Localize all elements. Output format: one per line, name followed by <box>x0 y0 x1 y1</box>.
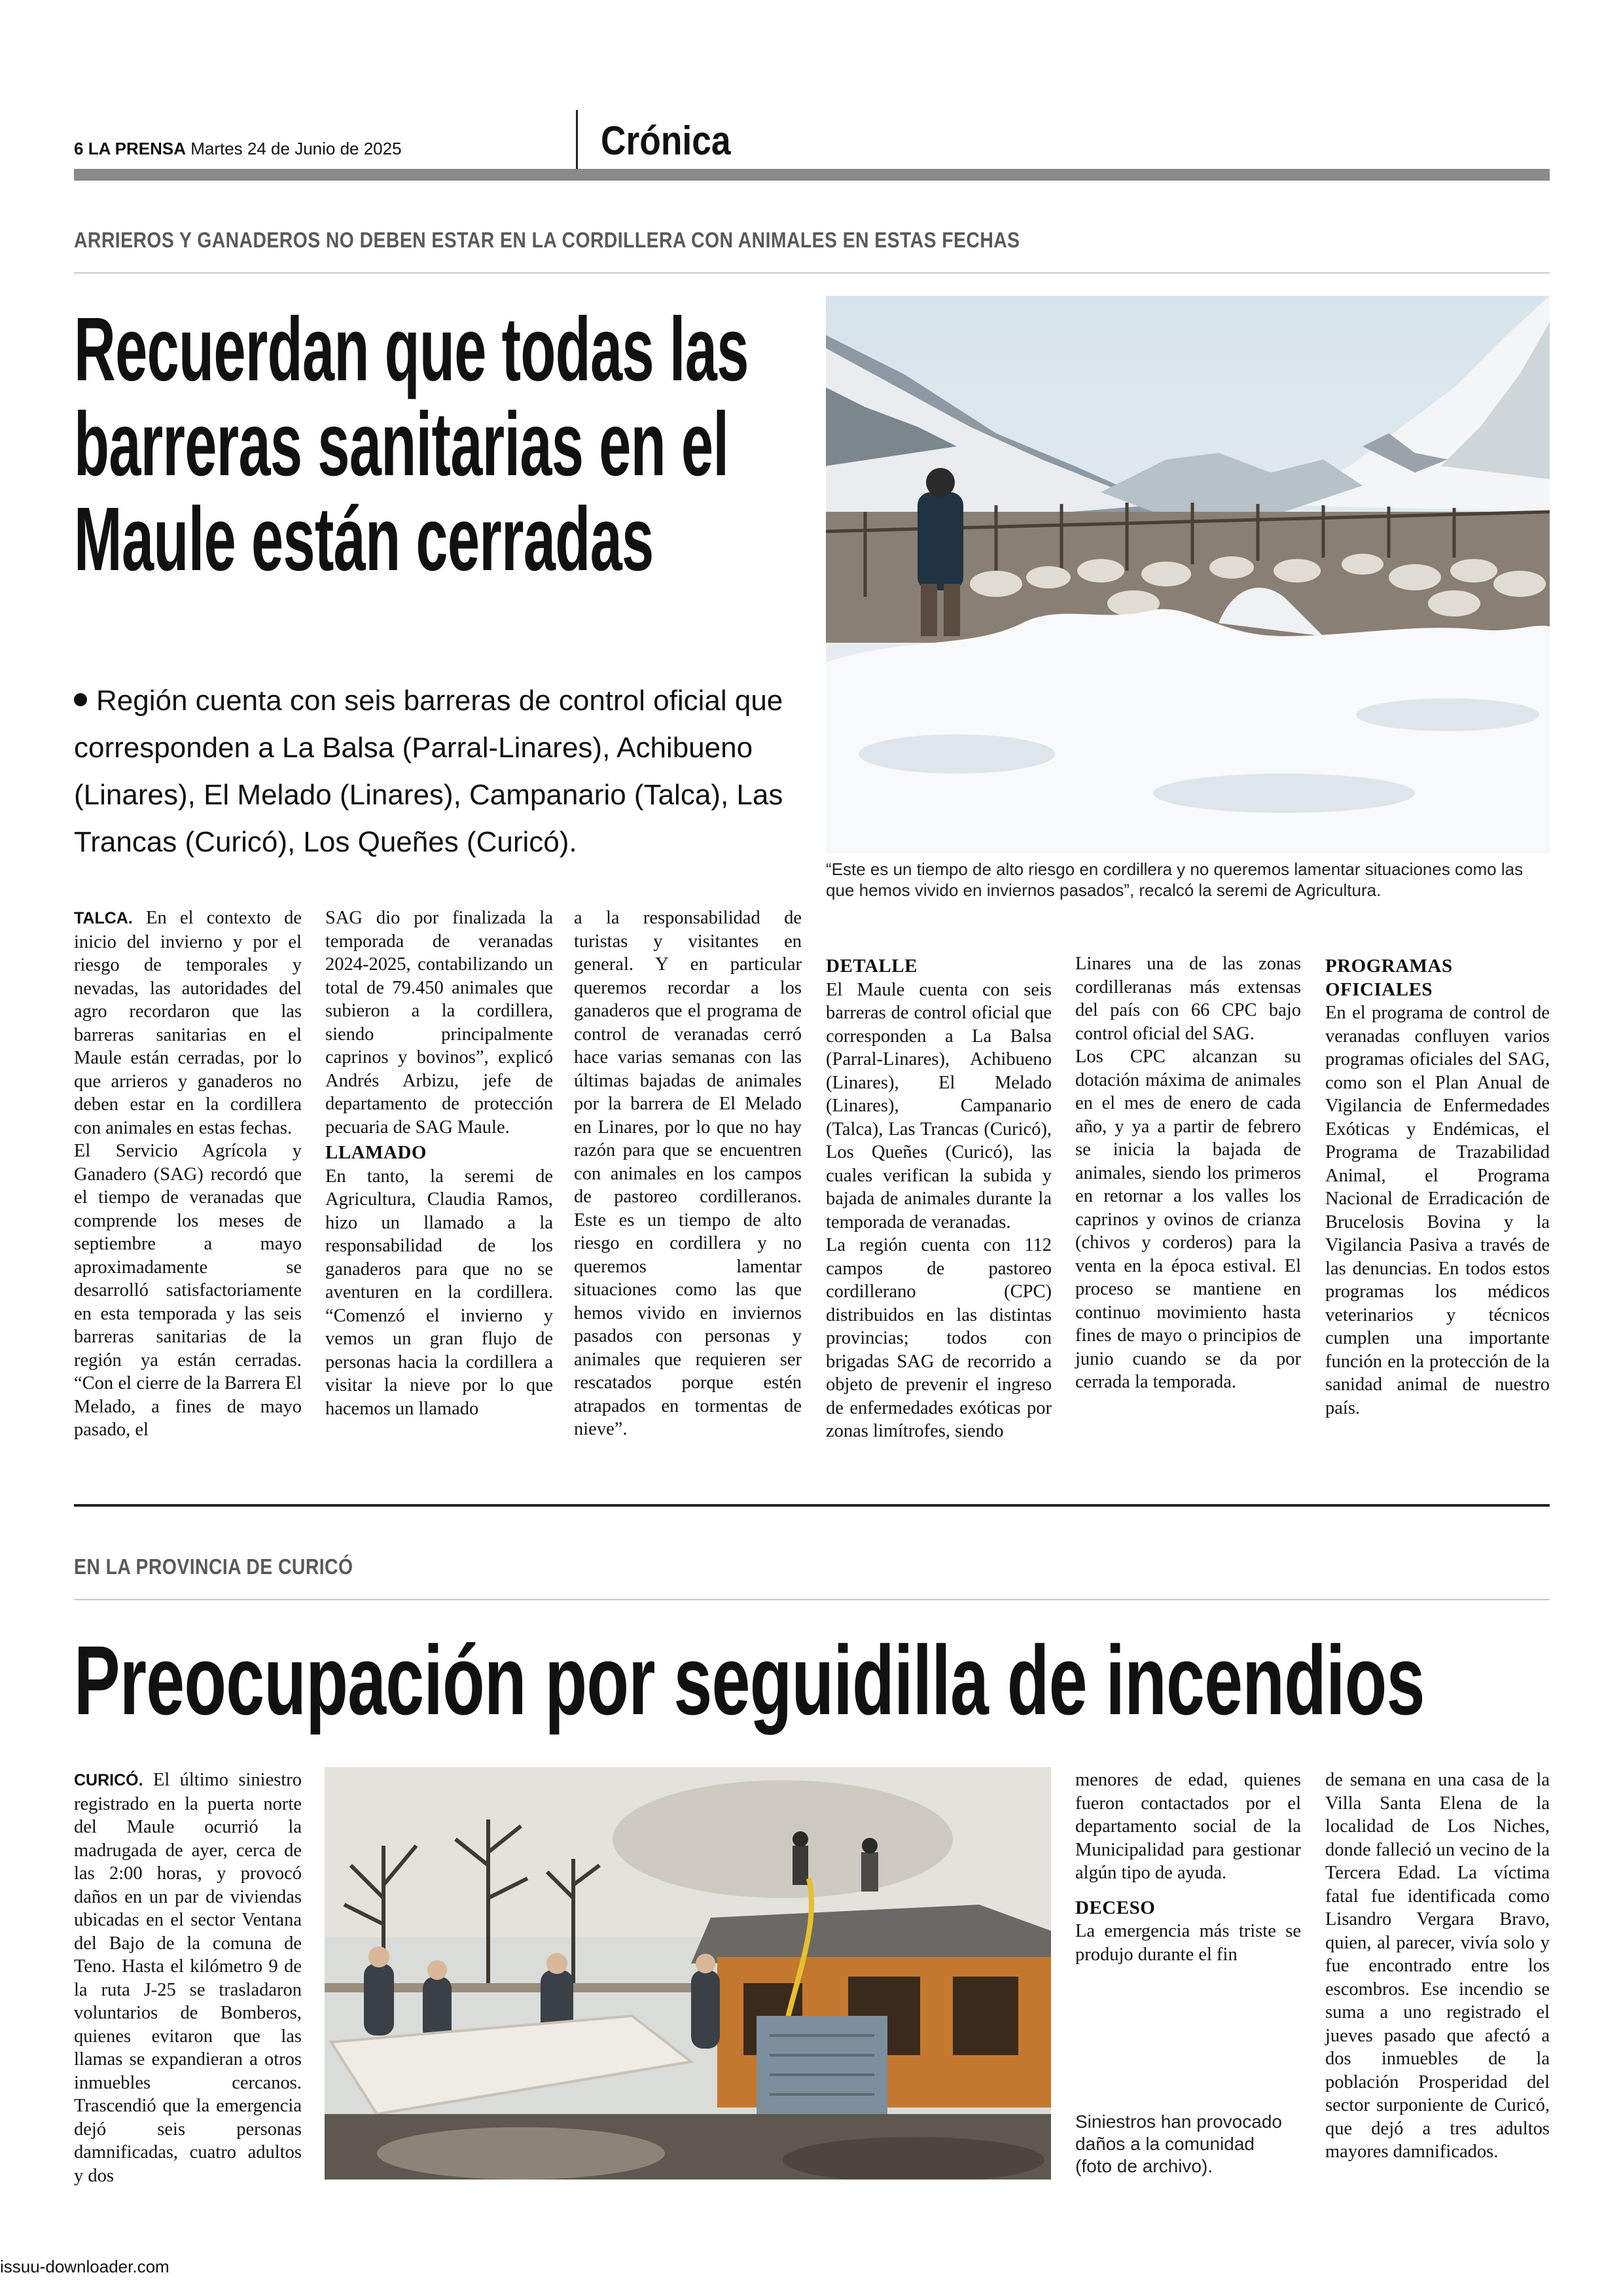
headline-line: Maule están cerradas <box>74 488 654 590</box>
headline-line: Recuerdan que todas las <box>74 299 749 400</box>
article1-column-1 <box>74 906 302 1442</box>
paragraph: Linares una de las zonas cordilleranas más extensas del país con 66 CPC bajo control oficial del SAG. <box>1075 954 1301 1044</box>
fire-scene-image <box>325 1767 1051 2179</box>
subheading: DECESO <box>1075 1897 1156 1918</box>
kicker-rule <box>74 272 1550 274</box>
dateline: TALCA. <box>74 909 133 927</box>
article1-column-6 <box>1325 952 1550 1420</box>
bullet-icon <box>74 693 87 706</box>
article1-column-2 <box>325 906 553 1420</box>
article2-column-1 <box>74 1768 302 2187</box>
header-divider <box>576 110 578 169</box>
publication-date: Martes 24 de Junio de 2025 <box>190 139 402 158</box>
page-header-info <box>74 139 402 159</box>
article1-photo <box>826 296 1550 853</box>
paragraph: menores de edad, quienes fueron contactados por el departamento social de la Municipalidad para gestionar algún tipo de ayuda. <box>1075 1770 1301 1883</box>
paragraph: El Servicio Agrícola y Ganadero (SAG) recordó que el tiempo de veranadas que comprende los meses de septiembre a mayo aproximadamente se desarrolló satisfactoriamente en esta temporada y las seis barreras sanitarias de la región ya están cerradas. “Con el cierre de la Barrera El Melado, a fines de mayo pasado, el <box>74 1141 302 1440</box>
dateline: CURICÓ. <box>74 1771 143 1789</box>
article1-subhead <box>74 677 807 866</box>
paragraph: Los CPC alcanzan su dotación máxima de animales en el mes de enero de cada año, y ya a partir de febrero se inicia la bajada de animales, siendo los primeros en retornar a los valles los caprinos y ovinos de crianza (chivos y corderos) para la venta en la época estival. El proceso se mantiene en continuo movimiento hasta fines de mayo o principios de junio cuando se da por cerrada la temporada. <box>1075 1047 1301 1392</box>
article2-photo <box>325 1767 1051 2179</box>
paragraph: En tanto, la seremi de Agricultura, Claudia Ramos, hizo un llamado a la responsabilidad de los ganaderos para que no se aventuren en la cordillera. “Comenzó el invierno y vemos un gran flujo de personas hacia la cordillera a visitar la nieve por lo que hacemos un llamado <box>325 1166 553 1419</box>
watermark-text: issuu-downloader.com <box>0 2257 169 2276</box>
subheading: LLAMADO <box>325 1142 427 1163</box>
paragraph: En el programa de control de veranadas confluyen varios programas oficiales del SAG, como son el Plan Anual de Vigilancia de Enfermedades Exóticas y Endémicas, el Programa de Trazabilidad Animal, el Programa Nacional de Erradicación de Brucelosis Bovina y la Vigilancia Pasiva a través de las denuncias. En todos estos programas los médicos veterinarios y técnicos cumplen una importante función en la protección de la sanidad animal de nuestro país. <box>1325 1003 1550 1418</box>
page-number: 6 <box>74 139 84 158</box>
article2-column-3 <box>1325 1768 1550 2164</box>
section-title: Crónica <box>601 118 731 164</box>
article2-photo-caption: Siniestros han provocado daños a la comunidad (foto de archivo). <box>1075 2111 1282 2176</box>
article1-kicker: ARRIEROS Y GANADEROS NO DEBEN ESTAR EN LA CORDILLERA CON ANIMALES EN ESTAS FECHAS <box>74 228 1020 252</box>
article2-column-2 <box>1075 1768 1301 1966</box>
paragraph: El último siniestro registrado en la puerta norte del Maule ocurrió la madrugada de ayer, cerca de las 2:00 horas, y provocó daños en un par de viviendas ubicadas en el sector Ventana del Bajo de la comuna de Teno. Hasta el kilómetro 9 de la ruta J-25 se trasladaron voluntarios de Bomberos, quienes evitaron que las llamas se expandieran a otros inmuebles cercanos. Trascendió que la emergencia dejó seis personas damnificadas, cuatro adultos y dos <box>74 1770 302 2186</box>
paragraph: El Maule cuenta con seis barreras de control oficial que corresponden a La Balsa (Parral-Linares), Achibueno (Linares), El Melado (Linares), Campanario (Talca), Las Trancas (Curicó), Los Queñes (Curicó), las cuales verifican la subida y bajada de animales durante la temporada de veranadas. <box>826 979 1052 1232</box>
publication-name: LA PRENSA <box>88 139 186 158</box>
article2-headline: Preocupación por seguidilla de incendios <box>74 1625 1425 1735</box>
snow-mountain-image <box>826 296 1550 853</box>
headline-line: barreras sanitarias en el <box>74 393 729 495</box>
header-bar <box>74 169 1550 181</box>
subhead-text: Región cuenta con seis barreras de control oficial que corresponden a La Balsa (Parral-Linares), Achibueno (Linares), El Melado (Linares), Campanario (Talca), Las Trancas (Curicó), Los Queñes (Curicó). <box>74 685 783 858</box>
kicker-rule <box>74 1599 1550 1600</box>
subheading: DETALLE <box>826 956 918 977</box>
subheading: PROGRAMAS OFICIALES <box>1325 956 1453 1000</box>
article2-kicker: EN LA PROVINCIA DE CURICÓ <box>74 1554 353 1579</box>
article1-photo-caption: “Este es un tiempo de alto riesgo en cordillera y no queremos lamentar situaciones como las que hemos vivido en inviernos pasados”, recalcó la seremi de Agricultura. <box>826 859 1524 900</box>
article1-column-4 <box>826 952 1052 1443</box>
article1-column-5 <box>1075 952 1301 1394</box>
paragraph: de semana en una casa de la Villa Santa Elena de la localidad de Los Niches, donde falleció un vecino de la Tercera Edad. La víctima fatal fue identificada como Lisandro Vergara Bravo, quien, al parecer, vivía solo y fue encontrado entre los escombros. Ese incendio se suma a uno registrado el jueves pasado que afectó a dos inmuebles de la población Prosperidad del sector surponiente de Curicó, que dejó a tres adultos mayores damnificados. <box>1325 1770 1550 2162</box>
paragraph: SAG dio por finalizada la temporada de veranadas 2024-2025, contabilizando un total de 79.450 animales que subieron a la cordillera, siendo principalmente caprinos y bovinos”, explicó Andrés Arbizu, jefe de departamento de protección pecuaria de SAG Maule. <box>325 908 553 1138</box>
paragraph: La emergencia más triste se produjo durante el fin <box>1075 1921 1301 1965</box>
article-separator <box>74 1504 1550 1507</box>
paragraph: En el contexto de inicio del invierno y por el riesgo de temporales y nevadas, las autoridades del agro recordaron que las barreras sanitarias en el Maule están cerradas, por lo que arrieros y ganaderos no deben estar en la cordillera con animales en estas fechas. <box>74 908 302 1138</box>
paragraph: La región cuenta con 112 campos de pastoreo cordillerano (CPC) distribuidos en las distintas provincias; todos con brigadas SAG de recorrido a objeto de prevenir el ingreso de enfermedades exóticas por zonas limítrofes, siendo <box>826 1235 1052 1441</box>
paragraph: a la responsabilidad de turistas y visitantes en general. Y en particular queremos recordar a los ganaderos que el programa de control de veranadas cerró hace varias semanas con las últimas bajadas de animales por la barrera de El Melado en Linares, por lo que no hay razón para que se encuentren con animales en los campos de pastoreo cordilleranos. Este es un tiempo de alto riesgo en cordillera y no queremos lamentar situaciones como las que hemos vivido en inviernos pasados con personas y animales que requieren ser rescatados porque estén atrapados en tormentas de nieve”. <box>574 908 802 1439</box>
article1-headline <box>74 299 749 590</box>
article1-column-3 <box>574 906 802 1441</box>
